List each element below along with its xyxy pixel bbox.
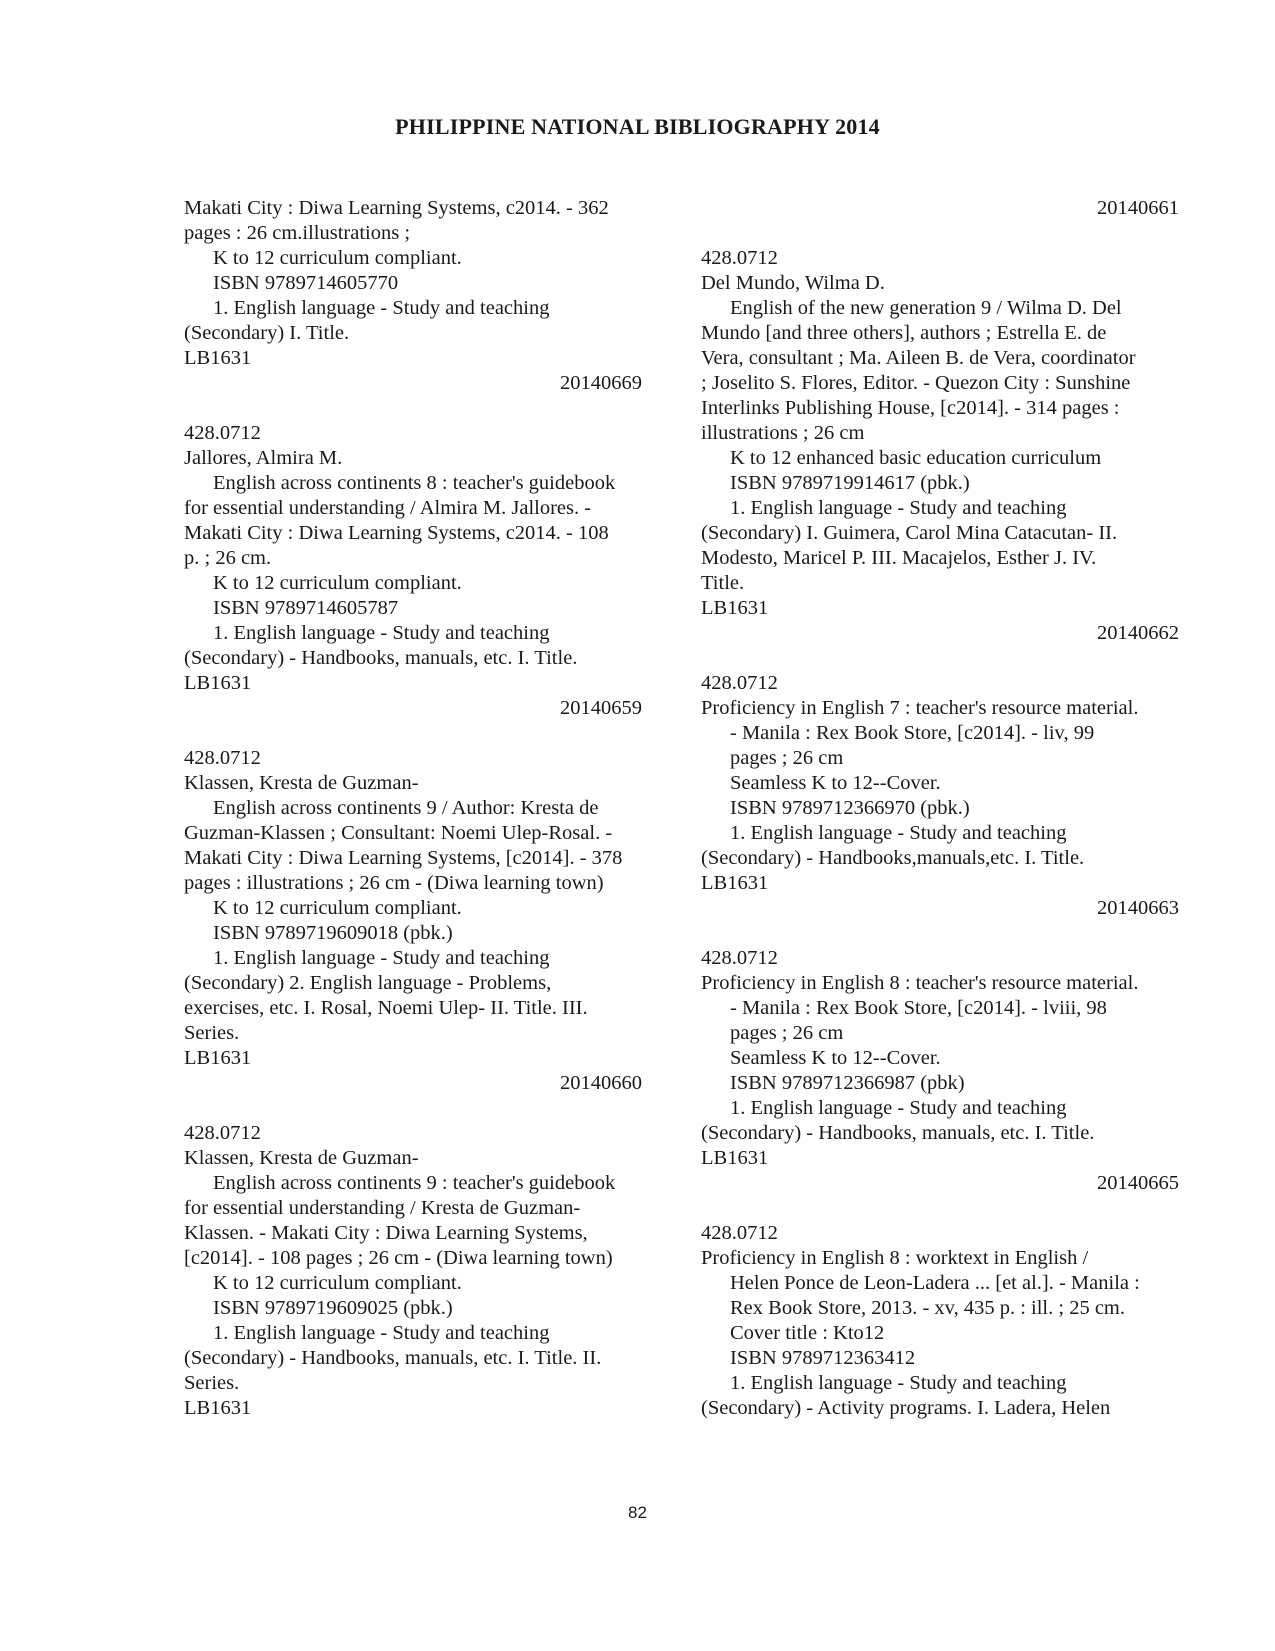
- entry-line: Seamless K to 12--Cover.: [730, 1047, 941, 1069]
- entry-line: Interlinks Publishing House, [c2014]. - 314 pages :: [701, 397, 1120, 419]
- entry-line: pages ; 26 cm: [730, 747, 844, 769]
- entry-line: (Secondary) - Handbooks, manuals, etc. I. Title.: [184, 647, 578, 669]
- entry-line: 428.0712: [184, 422, 261, 444]
- entry-line: ISBN 9789714605787: [213, 597, 399, 619]
- entry-line: (Secondary) - Activity programs. I. Ladera, Helen: [701, 1397, 1111, 1419]
- entry-line: - Manila : Rex Book Store, [c2014]. - lviii, 98: [730, 997, 1107, 1019]
- record-number: 20140669: [560, 372, 642, 394]
- entry-line: (Secondary) 2. English language - Problems,: [184, 972, 552, 994]
- record-number: 20140659: [560, 697, 642, 719]
- entry-line: (Secondary) - Handbooks, manuals, etc. I. Title.: [701, 1122, 1095, 1144]
- entry-line: English of the new generation 9 / Wilma D. Del: [730, 297, 1122, 319]
- entry-line: p. ; 26 cm.: [184, 547, 272, 569]
- entry-line: English across continents 8 : teacher's guidebook: [213, 472, 616, 494]
- entry-line: Seamless K to 12--Cover.: [730, 772, 941, 794]
- entry-line: 1. English language - Study and teaching: [213, 297, 550, 319]
- entry-line: Makati City : Diwa Learning Systems, c2014. - 362: [184, 197, 609, 219]
- entry-line: 1. English language - Study and teaching: [213, 622, 550, 644]
- entry-line: Proficiency in English 8 : teacher's resource material.: [701, 972, 1139, 994]
- entry-line: Jallores, Almira M.: [184, 447, 343, 469]
- entry-line: ; Joselito S. Flores, Editor. - Quezon City : Sunshine: [701, 372, 1131, 394]
- entry-line: LB1631: [184, 1047, 252, 1069]
- entry-line: Klassen, Kresta de Guzman-: [184, 1147, 419, 1169]
- entry-separator: [184, 1096, 654, 1121]
- entry-line: ISBN 9789719609018 (pbk.): [213, 922, 453, 944]
- entry-line: Klassen. - Makati City : Diwa Learning Systems,: [184, 1222, 588, 1244]
- entry-line: ISBN 9789712366970 (pbk.): [730, 797, 970, 819]
- record-number: 20140661: [1097, 197, 1179, 219]
- record-number: 20140662: [1097, 622, 1179, 644]
- page-title: PHILIPPINE NATIONAL BIBLIOGRAPHY 2014: [395, 114, 880, 139]
- entry-line: ISBN 9789714605770: [213, 272, 399, 294]
- record-number: 20140663: [1097, 897, 1179, 919]
- entry-line: ISBN 9789719609025 (pbk.): [213, 1297, 453, 1319]
- entry-line: LB1631: [184, 347, 252, 369]
- entry-line: Proficiency in English 7 : teacher's resource material.: [701, 697, 1139, 719]
- entry-line: LB1631: [184, 672, 252, 694]
- record-number: 20140665: [1097, 1172, 1179, 1194]
- entry-line: Cover title : Kto12: [730, 1322, 885, 1344]
- entry-line: Title.: [701, 572, 745, 594]
- entry-line: - Manila : Rex Book Store, [c2014]. - liv, 99: [730, 722, 1095, 744]
- entry-line: Series.: [184, 1022, 240, 1044]
- entry-line: Vera, consultant ; Ma. Aileen B. de Vera, coordinator: [701, 347, 1136, 369]
- entry-line: ISBN 9789712366987 (pbk): [730, 1072, 965, 1094]
- entry-line: Makati City : Diwa Learning Systems, [c2014]. - 378: [184, 847, 623, 869]
- entry-line: Proficiency in English 8 : worktext in English /: [701, 1247, 1089, 1269]
- entry-line: 1. English language - Study and teaching: [730, 822, 1067, 844]
- entry-line: K to 12 curriculum compliant.: [213, 247, 462, 269]
- entry-line: exercises, etc. I. Rosal, Noemi Ulep- II. Title. III.: [184, 997, 588, 1019]
- entry-line: 428.0712: [184, 747, 261, 769]
- entry-separator: [701, 921, 1191, 946]
- entry-line: for essential understanding / Kresta de Guzman-: [184, 1197, 581, 1219]
- entry-separator: [184, 721, 654, 746]
- entry-line: Guzman-Klassen ; Consultant: Noemi Ulep-Rosal. -: [184, 822, 613, 844]
- entry-line: Rex Book Store, 2013. - xv, 435 p. : ill. ; 25 cm.: [730, 1297, 1125, 1319]
- entry-line: 428.0712: [701, 247, 778, 269]
- entry-separator: [701, 646, 1191, 671]
- entry-line: LB1631: [184, 1397, 252, 1419]
- entry-line: 1. English language - Study and teaching: [213, 947, 550, 969]
- entry-line: LB1631: [701, 597, 769, 619]
- page-number: 82: [628, 1503, 647, 1522]
- entry-line: pages : 26 cm.illustrations ;: [184, 222, 411, 244]
- entry-line: LB1631: [701, 872, 769, 894]
- entry-line: [c2014]. - 108 pages ; 26 cm - (Diwa learning town): [184, 1247, 613, 1269]
- entry-line: pages ; 26 cm: [730, 1022, 844, 1044]
- entry-line: (Secondary) I. Guimera, Carol Mina Catacutan- II.: [701, 522, 1118, 544]
- entry-line: Series.: [184, 1372, 240, 1394]
- entry-line: ISBN 9789719914617 (pbk.): [730, 472, 970, 494]
- entry-line: Klassen, Kresta de Guzman-: [184, 772, 419, 794]
- left-column: [184, 196, 654, 1421]
- entry-line: K to 12 curriculum compliant.: [213, 897, 462, 919]
- entry-line: 1. English language - Study and teaching: [730, 1372, 1067, 1394]
- entry-separator: [184, 396, 654, 421]
- entry-line: (Secondary) - Handbooks, manuals, etc. I. Title. II.: [184, 1347, 602, 1369]
- entry-line: K to 12 curriculum compliant.: [213, 1272, 462, 1294]
- entry-line: Helen Ponce de Leon-Ladera ... [et al.]. - Manila :: [730, 1272, 1140, 1294]
- entry-line: ISBN 9789712363412: [730, 1347, 916, 1369]
- entry-separator: [701, 1196, 1191, 1221]
- entry-line: 1. English language - Study and teaching: [730, 497, 1067, 519]
- entry-line: 428.0712: [701, 1222, 778, 1244]
- entry-line: (Secondary) I. Title.: [184, 322, 350, 344]
- entry-line: 1. English language - Study and teaching: [213, 1322, 550, 1344]
- entry-line: Makati City : Diwa Learning Systems, c2014. - 108: [184, 522, 609, 544]
- entry-line: 1. English language - Study and teaching: [730, 1097, 1067, 1119]
- entry-line: English across continents 9 / Author: Kresta de: [213, 797, 599, 819]
- entry-line: (Secondary) - Handbooks,manuals,etc. I. Title.: [701, 847, 1085, 869]
- entry-line: K to 12 curriculum compliant.: [213, 572, 462, 594]
- entry-line: for essential understanding / Almira M. Jallores. -: [184, 497, 592, 519]
- record-number: 20140660: [560, 1072, 642, 1094]
- entry-line: LB1631: [701, 1147, 769, 1169]
- entry-line: 428.0712: [701, 672, 778, 694]
- entry-line: 428.0712: [701, 947, 778, 969]
- entry-line: Modesto, Maricel P. III. Macajelos, Esther J. IV.: [701, 547, 1097, 569]
- entry-line: English across continents 9 : teacher's guidebook: [213, 1172, 616, 1194]
- entry-line: Mundo [and three others], authors ; Estrella E. de: [701, 322, 1107, 344]
- entry-line: illustrations ; 26 cm: [701, 422, 865, 444]
- right-column: [701, 196, 1191, 1421]
- entry-line: Del Mundo, Wilma D.: [701, 272, 885, 294]
- entry-line: K to 12 enhanced basic education curriculum: [730, 447, 1102, 469]
- entry-line: pages : illustrations ; 26 cm - (Diwa learning town): [184, 872, 604, 894]
- entry-line: 428.0712: [184, 1122, 261, 1144]
- entry-separator: [701, 221, 1191, 246]
